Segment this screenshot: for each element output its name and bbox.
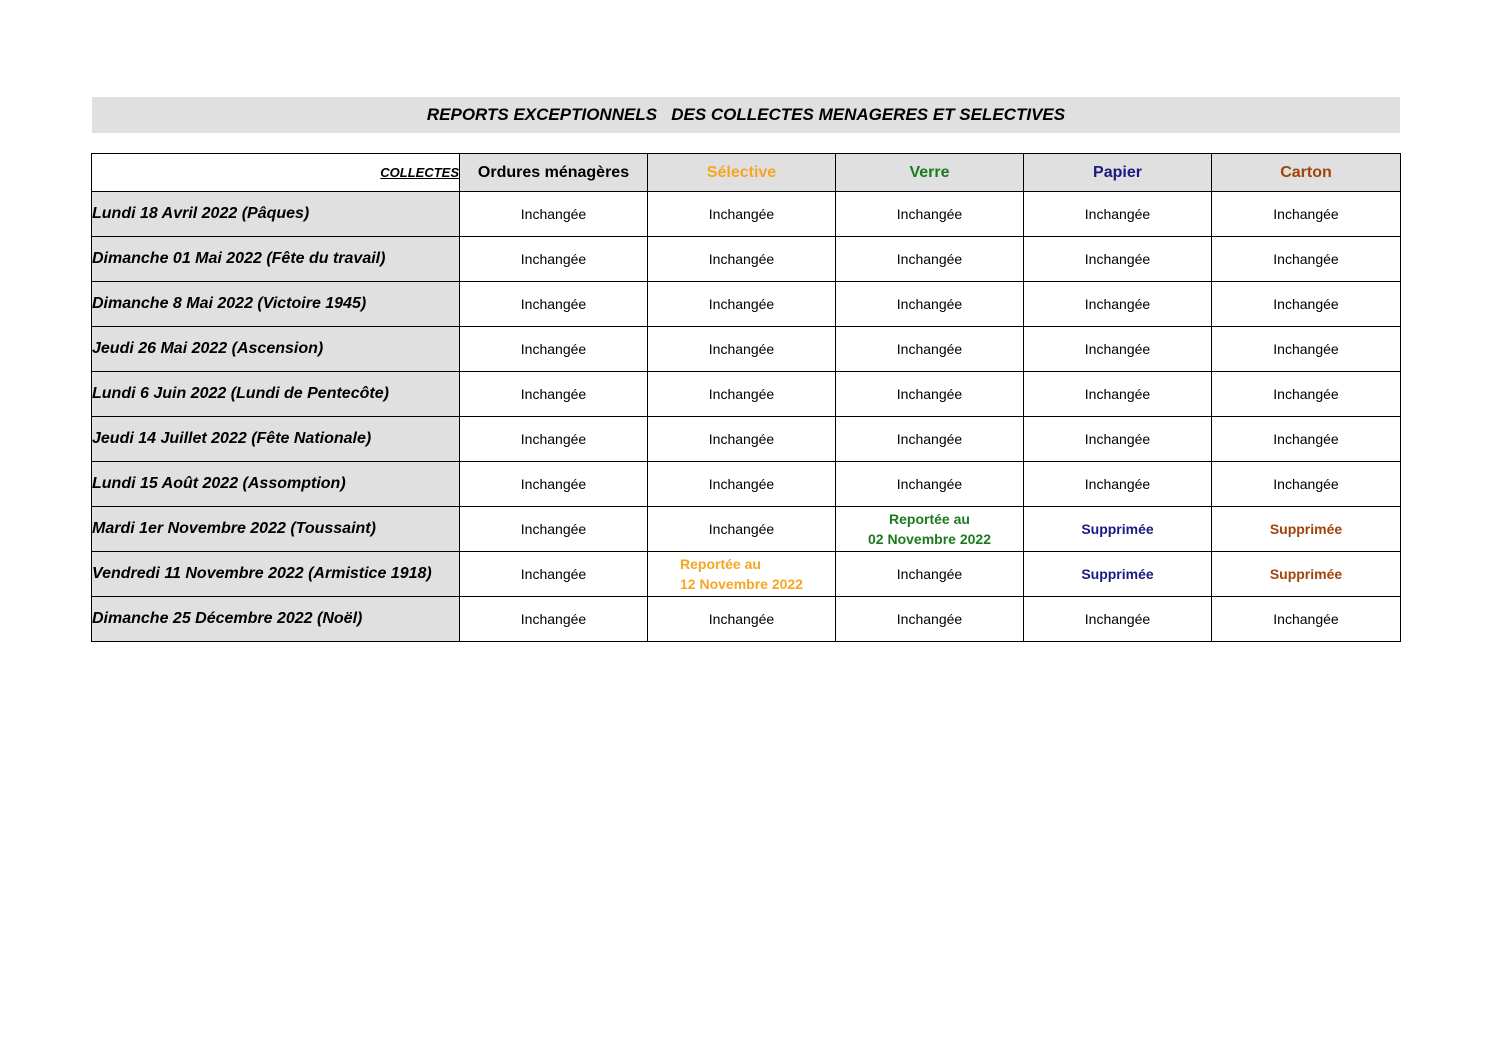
table-row [92, 552, 1401, 597]
collection-status-cell: Inchangée [1024, 417, 1212, 462]
collection-status-cell: Inchangée [460, 462, 648, 507]
collection-status-cell: Inchangée [836, 327, 1024, 372]
collection-status-cell: Inchangée [460, 327, 648, 372]
collection-status-cell: Inchangée [648, 192, 836, 237]
column-header-papier: Papier [1024, 154, 1212, 192]
collection-status-cell: Inchangée [1024, 462, 1212, 507]
collection-status-cell: Inchangée [648, 462, 836, 507]
table-row [92, 237, 1401, 282]
holiday-date-cell: Dimanche 25 Décembre 2022 (Noël) [92, 597, 460, 642]
collection-status-cell: Reportée au 12 Novembre 2022 [648, 552, 836, 597]
collection-status-cell: Inchangée [836, 372, 1024, 417]
holiday-date-cell: Jeudi 26 Mai 2022 (Ascension) [92, 327, 460, 372]
collection-status-cell: Supprimée [1212, 507, 1401, 552]
table-row [92, 507, 1401, 552]
collection-status-cell: Inchangée [1024, 327, 1212, 372]
collection-status-cell: Inchangée [1024, 237, 1212, 282]
collection-status-cell: Inchangée [460, 552, 648, 597]
collection-status-cell: Inchangée [836, 462, 1024, 507]
holiday-date-cell: Lundi 18 Avril 2022 (Pâques) [92, 192, 460, 237]
collection-status-cell: Inchangée [460, 417, 648, 462]
collection-status-cell: Inchangée [836, 282, 1024, 327]
column-header-carton: Carton [1212, 154, 1401, 192]
corner-label: COLLECTES [92, 154, 460, 192]
collection-status-cell: Inchangée [1212, 192, 1401, 237]
collection-status-cell: Inchangée [1212, 372, 1401, 417]
table-row [92, 597, 1401, 642]
collection-status-cell: Reportée au 02 Novembre 2022 [836, 507, 1024, 552]
collection-schedule-table [91, 153, 1401, 642]
holiday-date-cell: Lundi 15 Août 2022 (Assomption) [92, 462, 460, 507]
collection-status-cell: Inchangée [1212, 327, 1401, 372]
header-row [92, 154, 1401, 192]
column-header-ordures: Ordures ménagères [460, 154, 648, 192]
collection-status-cell: Inchangée [648, 507, 836, 552]
collection-status-cell: Inchangée [460, 237, 648, 282]
collection-status-cell: Supprimée [1212, 552, 1401, 597]
collection-status-cell: Inchangée [460, 597, 648, 642]
collection-status-cell: Inchangée [1212, 417, 1401, 462]
column-header-verre: Verre [836, 154, 1024, 192]
holiday-date-cell: Jeudi 14 Juillet 2022 (Fête Nationale) [92, 417, 460, 462]
collection-status-cell: Inchangée [1212, 237, 1401, 282]
collection-status-cell: Inchangée [1024, 192, 1212, 237]
table-row [92, 192, 1401, 237]
collection-status-cell: Inchangée [836, 192, 1024, 237]
holiday-date-cell: Dimanche 8 Mai 2022 (Victoire 1945) [92, 282, 460, 327]
collection-status-cell: Inchangée [1212, 282, 1401, 327]
collection-status-cell: Inchangée [836, 417, 1024, 462]
collection-status-cell: Inchangée [1024, 372, 1212, 417]
collection-status-cell: Inchangée [648, 237, 836, 282]
table-row [92, 282, 1401, 327]
collection-status-cell: Inchangée [1024, 282, 1212, 327]
collection-status-cell: Inchangée [648, 372, 836, 417]
table-row [92, 417, 1401, 462]
holiday-date-cell: Mardi 1er Novembre 2022 (Toussaint) [92, 507, 460, 552]
collection-status-cell: Inchangée [648, 417, 836, 462]
collection-status-cell: Inchangée [460, 372, 648, 417]
collection-status-cell: Inchangée [460, 507, 648, 552]
holiday-date-cell: Dimanche 01 Mai 2022 (Fête du travail) [92, 237, 460, 282]
collection-status-cell: Inchangée [460, 192, 648, 237]
collection-status-cell: Inchangée [836, 552, 1024, 597]
collection-status-cell: Supprimée [1024, 552, 1212, 597]
collection-status-cell: Inchangée [1024, 597, 1212, 642]
table-row [92, 327, 1401, 372]
collection-status-cell: Inchangée [648, 327, 836, 372]
table-row [92, 372, 1401, 417]
collection-status-cell: Inchangée [836, 237, 1024, 282]
column-header-selective: Sélective [648, 154, 836, 192]
collection-status-cell: Inchangée [836, 597, 1024, 642]
collection-status-cell: Inchangée [648, 282, 836, 327]
collection-status-cell: Inchangée [460, 282, 648, 327]
holiday-date-cell: Lundi 6 Juin 2022 (Lundi de Pentecôte) [92, 372, 460, 417]
table-row [92, 462, 1401, 507]
collection-status-cell: Supprimée [1024, 507, 1212, 552]
collection-status-cell: Inchangée [1212, 462, 1401, 507]
document-title: REPORTS EXCEPTIONNELS DES COLLECTES MENAGERES ET SELECTIVES [92, 97, 1400, 133]
table-body [92, 192, 1401, 642]
collection-status-cell: Inchangée [1212, 597, 1401, 642]
holiday-date-cell: Vendredi 11 Novembre 2022 (Armistice 1918) [92, 552, 460, 597]
collection-status-cell: Inchangée [648, 597, 836, 642]
